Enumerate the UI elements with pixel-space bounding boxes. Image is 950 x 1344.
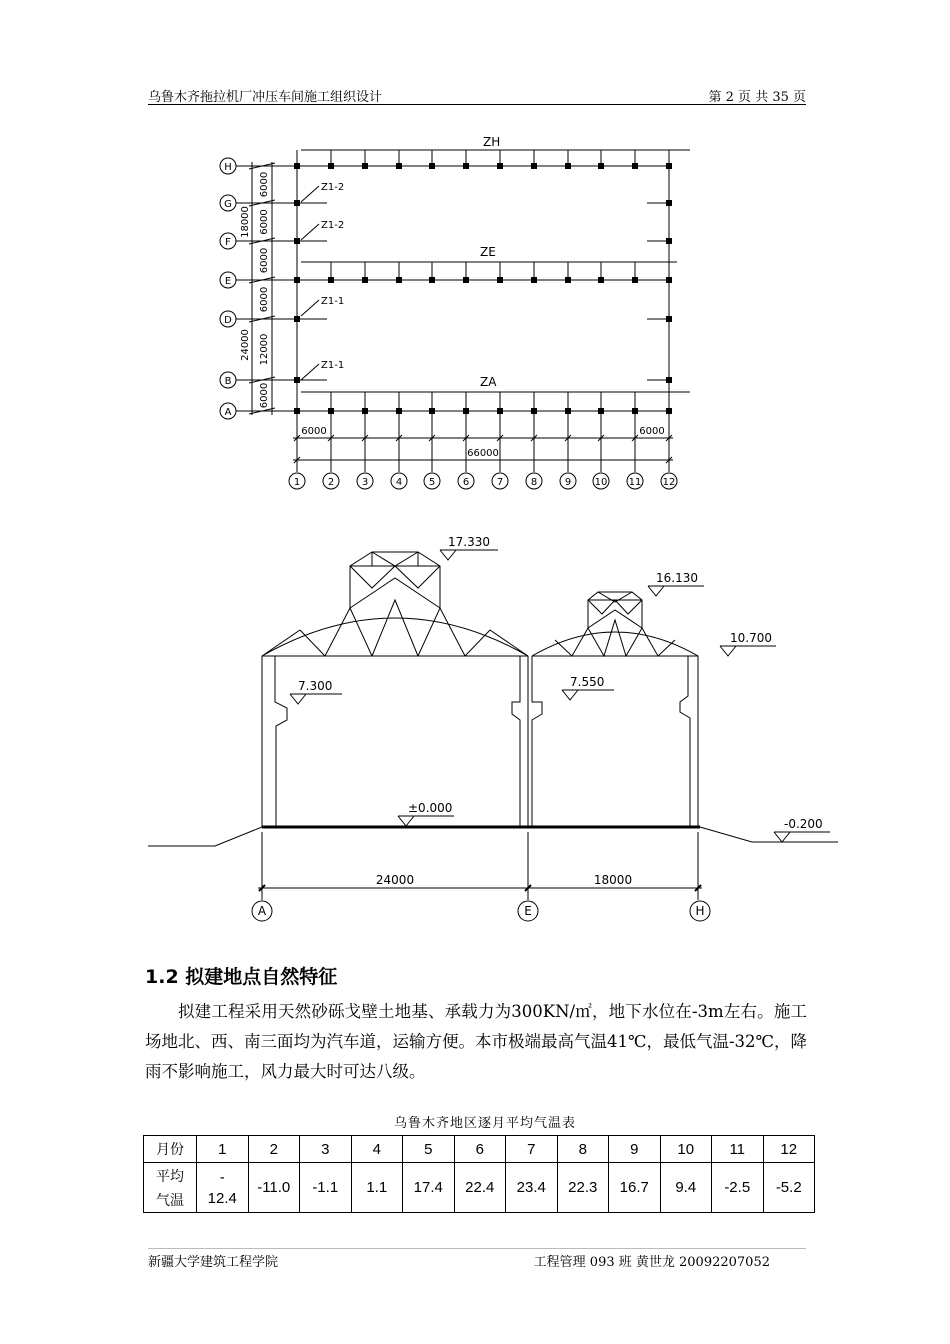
column-marker (531, 163, 537, 169)
document-title: 乌鲁木齐拖拉机厂冲压车间施工组织设计 (148, 90, 383, 105)
label-z12b: Z1-2 (321, 220, 345, 231)
column-marker (396, 277, 402, 283)
svg-text:7.550: 7.550 (570, 675, 605, 689)
total-dim-length: 66000 (467, 448, 499, 459)
row-dim: 6000 (259, 286, 270, 313)
col-axis-label: 11 (628, 477, 642, 488)
span-left: 24000 (375, 873, 415, 887)
body-paragraph: 拟建工程采用天然砂砾戈壁土地基、承载力为300KN/㎡，地下水位在-3m左右。施工场地北、西、南三面均为汽车道，运输方便。本市极端最高气温41℃，最低气温-32℃，降雨不影响施工，风力最大时可达八级。 (145, 1002, 807, 1081)
row-dim: 6000 (259, 171, 270, 198)
skylight-right (588, 592, 642, 628)
col-axis-label: 12 (662, 477, 676, 488)
col-axis-label: 8 (530, 477, 538, 488)
span-right: 18000 (593, 873, 633, 887)
label-ze: ZE (480, 245, 496, 259)
svg-text:A: A (257, 904, 267, 918)
column-marker (463, 277, 469, 283)
label-z11a: Z1-1 (321, 296, 345, 307)
row-axis-label: A (224, 407, 232, 418)
month-cell: 4 (351, 1136, 403, 1163)
col-axis-label: 5 (428, 477, 436, 488)
svg-text:-0.200: -0.200 (784, 817, 823, 831)
elevation-ground (774, 817, 830, 842)
column-marker (497, 277, 503, 283)
column-marker (362, 163, 368, 169)
column-marker (531, 277, 537, 283)
temperature-table (143, 1135, 815, 1213)
column-marker (463, 163, 469, 169)
column-marker (598, 163, 604, 169)
label-lead (301, 186, 319, 202)
label-z12a: Z1-2 (321, 182, 345, 193)
table-row-temps (144, 1163, 815, 1213)
column-left (262, 656, 287, 827)
page-footer (148, 1248, 806, 1270)
column-marker (328, 277, 334, 283)
label-lead (301, 300, 319, 316)
elevation-eave (720, 631, 776, 656)
temp-cell: 9.4 (660, 1163, 712, 1213)
row-axis-label: H (224, 162, 232, 173)
section-heading: 1.2 拟建地点自然特征 (145, 966, 338, 988)
col-axis-label: 1 (293, 477, 301, 488)
month-cell: 9 (609, 1136, 661, 1163)
temp-sign: - (219, 1168, 225, 1186)
col-axis-label: 7 (496, 477, 504, 488)
row-dim: 6000 (259, 382, 270, 409)
truss-left (262, 600, 528, 656)
column-marker (565, 277, 571, 283)
svg-text:E: E (524, 904, 532, 918)
ground-line (148, 827, 838, 846)
total-dim: 24000 (240, 329, 251, 361)
column-marker (598, 277, 604, 283)
column-marker (497, 163, 503, 169)
row-label-line2: 气温 (156, 1192, 184, 1209)
temp-value: 12.4 (207, 1189, 237, 1207)
header-label: 月份 (144, 1136, 197, 1163)
month-cell: 11 (712, 1136, 764, 1163)
month-cell: 1 (197, 1136, 249, 1163)
col-axis-label: 10 (594, 477, 608, 488)
svg-text:7.300: 7.300 (298, 679, 333, 693)
elevation-crane-right (562, 675, 614, 700)
cross-section-drawing (0, 520, 950, 960)
month-cell: 7 (506, 1136, 558, 1163)
column-marker (429, 163, 435, 169)
col-axis-label: 6 (462, 477, 470, 488)
column-marker (632, 277, 638, 283)
column-layout-plan (0, 0, 950, 500)
bay-dim-last: 6000 (639, 426, 665, 437)
svg-text:10.700: 10.700 (730, 631, 772, 645)
col-axis-label: 3 (361, 477, 369, 488)
temp-cell: 1.1 (351, 1163, 403, 1213)
elevation-top-left (440, 535, 498, 560)
col-axis-label: 4 (395, 477, 403, 488)
total-dim: 18000 (240, 206, 251, 238)
month-cell: 3 (300, 1136, 352, 1163)
column-marker (666, 163, 672, 169)
temp-cell: -2.5 (712, 1163, 764, 1213)
label-z11b: Z1-1 (321, 360, 345, 371)
column-middle-left (512, 656, 528, 827)
row-label (144, 1163, 197, 1213)
svg-text:16.130: 16.130 (656, 571, 698, 585)
month-cell: 10 (660, 1136, 712, 1163)
row-axis-label: D (224, 315, 232, 326)
month-cell: 8 (557, 1136, 609, 1163)
elevation-top-right (648, 571, 704, 596)
column-marker (396, 163, 402, 169)
label-lead (301, 224, 319, 240)
row-axis-label: F (225, 237, 231, 248)
temp-cell: 22.3 (557, 1163, 609, 1213)
column-marker (565, 163, 571, 169)
col-axis-label: 9 (564, 477, 572, 488)
temp-cell: 16.7 (609, 1163, 661, 1213)
row-axis-label: E (224, 276, 232, 287)
temp-cell: 17.4 (403, 1163, 455, 1213)
column-marker (328, 163, 334, 169)
month-cell: 2 (248, 1136, 300, 1163)
svg-text:H: H (695, 904, 705, 918)
elevation-crane-left (290, 679, 342, 704)
month-cell: 6 (454, 1136, 506, 1163)
truss-right (532, 620, 698, 656)
footer-school: 新疆大学建筑工程学院 (148, 1255, 279, 1270)
temp-cell: -1.1 (300, 1163, 352, 1213)
column-right (680, 656, 698, 827)
column-middle-right (532, 656, 542, 827)
column-marker (666, 277, 672, 283)
row-axis-label: G (224, 199, 232, 210)
label-zh: ZH (483, 135, 501, 149)
span-dimension-line (258, 832, 702, 900)
row-label-line1: 平均 (156, 1168, 184, 1185)
temp-cell: 23.4 (506, 1163, 558, 1213)
table-caption: 乌鲁木齐地区逐月平均气温表 (393, 1116, 576, 1131)
bay-dim-first: 6000 (301, 426, 327, 437)
month-cell: 12 (763, 1136, 815, 1163)
row-axis-label: B (224, 376, 232, 387)
label-za: ZA (480, 375, 497, 389)
column-marker (362, 277, 368, 283)
temp-cell: 22.4 (454, 1163, 506, 1213)
svg-text:17.330: 17.330 (448, 535, 490, 549)
temp-cell: -5.2 (763, 1163, 815, 1213)
page-number: 第 2 页 共 35 页 (708, 90, 806, 105)
temp-cell-jan (197, 1163, 249, 1213)
column-marker (429, 277, 435, 283)
svg-text:±0.000: ±0.000 (408, 801, 453, 815)
month-cell: 5 (403, 1136, 455, 1163)
label-lead (301, 364, 319, 380)
table-row-months (144, 1136, 815, 1163)
footer-author: 工程管理 093 班 黄世龙 20092207052 (533, 1255, 770, 1270)
row-dim: 12000 (259, 333, 270, 366)
row-dim: 6000 (259, 209, 270, 235)
column-marker (632, 163, 638, 169)
temp-cell: -11.0 (248, 1163, 300, 1213)
elevation-floor (398, 801, 454, 826)
col-axis-label: 2 (327, 477, 335, 488)
row-dim: 6000 (259, 247, 270, 274)
